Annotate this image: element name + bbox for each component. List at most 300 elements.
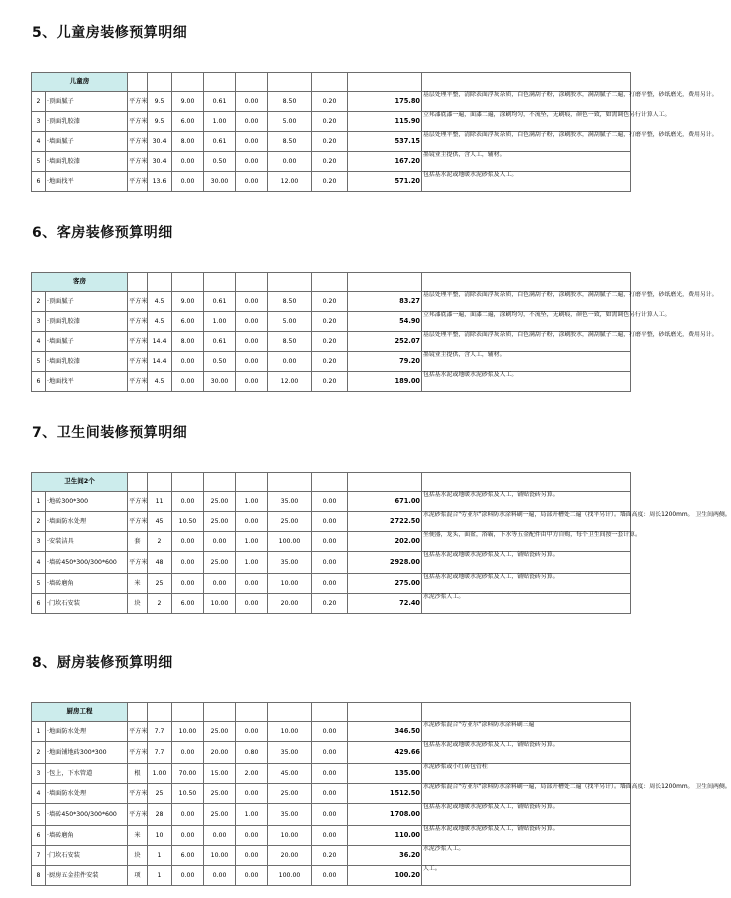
price-cell: 0.20 bbox=[312, 846, 348, 866]
section-title: 5、儿童房装修预算明细 bbox=[32, 25, 188, 41]
note-cell: 水泥砂浆混合"劳亚尔"涂料防水涂料刷一遍，局部开槽处二遍（找平另计）。墙面高度：周长1200mm。 卫生间两侧。 bbox=[422, 512, 631, 532]
header-empty-cell bbox=[348, 273, 422, 292]
price-cell: 0.20 bbox=[312, 332, 348, 352]
price-cell: 0.20 bbox=[312, 132, 348, 152]
quantity-cell: 13.6 bbox=[148, 172, 172, 192]
total-cell: 110.00 bbox=[348, 826, 422, 846]
header-empty-cell bbox=[422, 73, 631, 92]
table-row bbox=[32, 764, 631, 784]
price-cell: 35.00 bbox=[268, 552, 312, 574]
note-cell: 人工。 bbox=[422, 866, 631, 886]
price-cell: 0.00 bbox=[236, 574, 268, 594]
header-empty-cell bbox=[204, 473, 236, 492]
row-number-cell: 5 bbox=[32, 804, 46, 826]
price-cell: 0.20 bbox=[312, 172, 348, 192]
note-cell: 墨镜业主提供，含人工，辅材。 bbox=[422, 152, 631, 172]
price-cell: 0.00 bbox=[236, 152, 268, 172]
total-cell: 135.00 bbox=[348, 764, 422, 784]
price-cell: 8.50 bbox=[268, 292, 312, 312]
unit-cell: 米 bbox=[128, 826, 148, 846]
price-cell: 0.00 bbox=[312, 492, 348, 512]
note-cell: 包括基水泥或地暖水泥砂浆及人工，铺贴瓷砖另算。 bbox=[422, 742, 631, 764]
price-cell: 70.00 bbox=[172, 764, 204, 784]
price-cell: 100.00 bbox=[268, 532, 312, 552]
room-header-cell: 卫生间2个 bbox=[32, 473, 128, 492]
total-cell: 2722.50 bbox=[348, 512, 422, 532]
item-name-cell: ·地面铺地砖300*300 bbox=[46, 742, 128, 764]
row-number-cell: 8 bbox=[32, 866, 46, 886]
price-cell: 0.50 bbox=[204, 152, 236, 172]
price-cell: 0.00 bbox=[172, 742, 204, 764]
item-name-cell: ·门坎石安装 bbox=[46, 846, 128, 866]
total-cell: 54.90 bbox=[348, 312, 422, 332]
row-number-cell: 1 bbox=[32, 722, 46, 742]
header-empty-cell bbox=[268, 473, 312, 492]
unit-cell: 平方米 bbox=[128, 352, 148, 372]
total-cell: 2928.00 bbox=[348, 552, 422, 574]
price-cell: 12.00 bbox=[268, 372, 312, 392]
item-name-cell: ·墙砖450*300/300*600 bbox=[46, 552, 128, 574]
total-cell: 1708.00 bbox=[348, 804, 422, 826]
table-row bbox=[32, 804, 631, 826]
budget-table bbox=[31, 472, 731, 614]
header-empty-cell bbox=[312, 473, 348, 492]
price-cell: 8.50 bbox=[268, 132, 312, 152]
price-cell: 25.00 bbox=[204, 492, 236, 512]
quantity-cell: 2 bbox=[148, 594, 172, 614]
item-name-cell: ·包上，下水管道 bbox=[46, 764, 128, 784]
price-cell: 0.00 bbox=[172, 372, 204, 392]
budget-table bbox=[31, 702, 731, 886]
table-row bbox=[32, 552, 631, 574]
quantity-cell: 4.5 bbox=[148, 292, 172, 312]
note-cell: 水泥沙浆人工。 bbox=[422, 594, 631, 614]
quantity-cell: 48 bbox=[148, 552, 172, 574]
price-cell: 0.20 bbox=[312, 292, 348, 312]
row-number-cell: 2 bbox=[32, 742, 46, 764]
price-cell: 0.00 bbox=[236, 352, 268, 372]
price-cell: 8.00 bbox=[172, 332, 204, 352]
row-number-cell: 4 bbox=[32, 784, 46, 804]
quantity-cell: 30.4 bbox=[148, 132, 172, 152]
item-name-cell: ·厨房五金挂件安装 bbox=[46, 866, 128, 886]
price-cell: 0.00 bbox=[312, 742, 348, 764]
quantity-cell: 28 bbox=[148, 804, 172, 826]
quantity-cell: 10 bbox=[148, 826, 172, 846]
unit-cell: 平方米 bbox=[128, 722, 148, 742]
header-empty-cell bbox=[268, 273, 312, 292]
table-row bbox=[32, 846, 631, 866]
unit-cell: 平方米 bbox=[128, 132, 148, 152]
quantity-cell: 4.5 bbox=[148, 372, 172, 392]
price-cell: 10.00 bbox=[204, 846, 236, 866]
total-cell: 175.80 bbox=[348, 92, 422, 112]
section-title: 6、客房装修预算明细 bbox=[32, 225, 173, 241]
total-cell: 671.00 bbox=[348, 492, 422, 512]
total-cell: 537.15 bbox=[348, 132, 422, 152]
price-cell: 8.50 bbox=[268, 332, 312, 352]
table-row bbox=[32, 352, 631, 372]
total-cell: 202.00 bbox=[348, 532, 422, 552]
unit-cell: 平方米 bbox=[128, 552, 148, 574]
unit-cell: 平方米 bbox=[128, 742, 148, 764]
table-header-row bbox=[32, 703, 631, 722]
price-cell: 35.00 bbox=[268, 804, 312, 826]
table-row bbox=[32, 312, 631, 332]
quantity-cell: 11 bbox=[148, 492, 172, 512]
price-cell: 0.50 bbox=[204, 352, 236, 372]
table-row bbox=[32, 132, 631, 152]
row-number-cell: 5 bbox=[32, 152, 46, 172]
header-empty-cell bbox=[268, 73, 312, 92]
price-cell: 8.50 bbox=[268, 92, 312, 112]
quantity-cell: 14.4 bbox=[148, 352, 172, 372]
table-row bbox=[32, 372, 631, 392]
quantity-cell: 4.5 bbox=[148, 312, 172, 332]
row-number-cell: 6 bbox=[32, 172, 46, 192]
note-cell: 水泥砂浆或小红砖包管柱 bbox=[422, 764, 631, 784]
price-cell: 6.00 bbox=[172, 846, 204, 866]
row-number-cell: 6 bbox=[32, 594, 46, 614]
item-name-cell: ·墙面防水处理 bbox=[46, 512, 128, 532]
item-name-cell: ·墙面乳胶漆 bbox=[46, 352, 128, 372]
header-empty-cell bbox=[172, 703, 204, 722]
table-row bbox=[32, 574, 631, 594]
header-empty-cell bbox=[236, 73, 268, 92]
unit-cell: 根 bbox=[128, 764, 148, 784]
quantity-cell: 9.5 bbox=[148, 92, 172, 112]
price-cell: 9.00 bbox=[172, 92, 204, 112]
price-cell: 0.00 bbox=[312, 866, 348, 886]
price-cell: 12.00 bbox=[268, 172, 312, 192]
total-cell: 189.00 bbox=[348, 372, 422, 392]
price-cell: 35.00 bbox=[268, 492, 312, 512]
unit-cell: 平方米 bbox=[128, 784, 148, 804]
quantity-cell: 25 bbox=[148, 784, 172, 804]
row-number-cell: 4 bbox=[32, 132, 46, 152]
note-cell: 包括基水泥或地暖水泥砂浆及人工，铺贴瓷砖另算。 bbox=[422, 574, 631, 594]
row-number-cell: 2 bbox=[32, 292, 46, 312]
price-cell: 100.00 bbox=[268, 866, 312, 886]
header-empty-cell bbox=[128, 273, 148, 292]
budget-table bbox=[31, 272, 718, 392]
quantity-cell: 7.7 bbox=[148, 742, 172, 764]
note-cell: 包括基水泥或地暖水泥砂浆及人工，铺贴瓷砖另算。 bbox=[422, 492, 631, 512]
item-name-cell: ·安装洁具 bbox=[46, 532, 128, 552]
price-cell: 0.00 bbox=[172, 532, 204, 552]
price-cell: 0.00 bbox=[236, 866, 268, 886]
total-cell: 1512.50 bbox=[348, 784, 422, 804]
row-number-cell: 3 bbox=[32, 532, 46, 552]
total-cell: 429.66 bbox=[348, 742, 422, 764]
price-cell: 0.00 bbox=[236, 826, 268, 846]
price-cell: 6.00 bbox=[172, 112, 204, 132]
price-cell: 0.00 bbox=[236, 312, 268, 332]
price-cell: 0.00 bbox=[312, 784, 348, 804]
row-number-cell: 5 bbox=[32, 352, 46, 372]
price-cell: 6.00 bbox=[172, 312, 204, 332]
header-empty-cell bbox=[128, 73, 148, 92]
price-cell: 0.00 bbox=[172, 866, 204, 886]
total-cell: 79.20 bbox=[348, 352, 422, 372]
note-cell: 基层处理平整，清除表面浮灰杂质，白色满刮子粉，涂刷胶水，满刮腻子二遍，打磨平整，砂纸磨光，费用另计。 bbox=[422, 332, 631, 352]
price-cell: 0.00 bbox=[236, 722, 268, 742]
row-number-cell: 3 bbox=[32, 764, 46, 784]
header-empty-cell bbox=[172, 473, 204, 492]
item-name-cell: ·墙砖磨角 bbox=[46, 574, 128, 594]
header-empty-cell bbox=[236, 473, 268, 492]
price-cell: 1.00 bbox=[236, 552, 268, 574]
header-empty-cell bbox=[236, 703, 268, 722]
item-name-cell: ·墙砖450*300/300*600 bbox=[46, 804, 128, 826]
table-row bbox=[32, 722, 631, 742]
total-cell: 346.50 bbox=[348, 722, 422, 742]
price-cell: 1.00 bbox=[236, 532, 268, 552]
unit-cell: 平方米 bbox=[128, 512, 148, 532]
header-empty-cell bbox=[128, 703, 148, 722]
table-row bbox=[32, 594, 631, 614]
row-number-cell: 2 bbox=[32, 92, 46, 112]
header-empty-cell bbox=[172, 73, 204, 92]
note-cell: 水泥沙浆人工。 bbox=[422, 846, 631, 866]
unit-cell: 平方米 bbox=[128, 372, 148, 392]
table-row bbox=[32, 172, 631, 192]
price-cell: 1.00 bbox=[204, 312, 236, 332]
section-title: 8、厨房装修预算明细 bbox=[32, 655, 173, 671]
table-row bbox=[32, 866, 631, 886]
item-name-cell: ·墙面腻子 bbox=[46, 332, 128, 352]
price-cell: 20.00 bbox=[268, 846, 312, 866]
header-empty-cell bbox=[312, 703, 348, 722]
price-cell: 0.00 bbox=[312, 826, 348, 846]
header-empty-cell bbox=[128, 473, 148, 492]
header-empty-cell bbox=[172, 273, 204, 292]
price-cell: 0.00 bbox=[204, 826, 236, 846]
price-cell: 0.20 bbox=[312, 372, 348, 392]
price-cell: 0.20 bbox=[312, 152, 348, 172]
quantity-cell: 30.4 bbox=[148, 152, 172, 172]
price-cell: 25.00 bbox=[204, 552, 236, 574]
quantity-cell: 1.00 bbox=[148, 764, 172, 784]
note-cell: 包括基水泥或地暖水泥砂浆及人工。 bbox=[422, 372, 631, 392]
item-name-cell: ·地面找平 bbox=[46, 372, 128, 392]
price-cell: 25.00 bbox=[204, 512, 236, 532]
header-empty-cell bbox=[204, 703, 236, 722]
total-cell: 83.27 bbox=[348, 292, 422, 312]
price-cell: 0.00 bbox=[312, 722, 348, 742]
price-cell: 35.00 bbox=[268, 742, 312, 764]
row-number-cell: 2 bbox=[32, 512, 46, 532]
price-cell: 0.00 bbox=[236, 292, 268, 312]
header-empty-cell bbox=[422, 703, 631, 722]
price-cell: 10.00 bbox=[268, 574, 312, 594]
quantity-cell: 14.4 bbox=[148, 332, 172, 352]
header-empty-cell bbox=[148, 473, 172, 492]
price-cell: 0.00 bbox=[312, 532, 348, 552]
note-cell: 包括基水泥或地暖水泥砂浆及人工，铺贴瓷砖另算。 bbox=[422, 804, 631, 826]
header-empty-cell bbox=[148, 73, 172, 92]
table-header-row bbox=[32, 273, 631, 292]
price-cell: 10.00 bbox=[268, 722, 312, 742]
price-cell: 0.00 bbox=[172, 352, 204, 372]
unit-cell: 套 bbox=[128, 532, 148, 552]
item-name-cell: ·墙面腻子 bbox=[46, 132, 128, 152]
price-cell: 0.00 bbox=[236, 172, 268, 192]
price-cell: 8.00 bbox=[172, 132, 204, 152]
row-number-cell: 4 bbox=[32, 552, 46, 574]
price-cell: 0.20 bbox=[312, 312, 348, 332]
quantity-cell: 9.5 bbox=[148, 112, 172, 132]
row-number-cell: 7 bbox=[32, 846, 46, 866]
header-empty-cell bbox=[236, 273, 268, 292]
item-name-cell: ·顶面腻子 bbox=[46, 92, 128, 112]
price-cell: 0.00 bbox=[172, 172, 204, 192]
unit-cell: 块 bbox=[128, 846, 148, 866]
table-header-row bbox=[32, 473, 631, 492]
unit-cell: 平方米 bbox=[128, 92, 148, 112]
price-cell: 0.00 bbox=[204, 866, 236, 886]
total-cell: 275.00 bbox=[348, 574, 422, 594]
table-row bbox=[32, 152, 631, 172]
price-cell: 5.00 bbox=[268, 112, 312, 132]
room-header-cell: 厨房工程 bbox=[32, 703, 128, 722]
price-cell: 0.00 bbox=[236, 512, 268, 532]
header-empty-cell bbox=[148, 273, 172, 292]
table-row bbox=[32, 112, 631, 132]
price-cell: 15.00 bbox=[204, 764, 236, 784]
price-cell: 0.00 bbox=[236, 332, 268, 352]
price-cell: 0.20 bbox=[312, 112, 348, 132]
table-row bbox=[32, 92, 631, 112]
header-empty-cell bbox=[204, 73, 236, 92]
note-cell: 包括基水泥或地暖水泥砂浆及人工。 bbox=[422, 172, 631, 192]
row-number-cell: 6 bbox=[32, 372, 46, 392]
header-empty-cell bbox=[348, 73, 422, 92]
unit-cell: 平方米 bbox=[128, 152, 148, 172]
table-row bbox=[32, 742, 631, 764]
quantity-cell: 45 bbox=[148, 512, 172, 532]
header-empty-cell bbox=[268, 703, 312, 722]
unit-cell: 平方米 bbox=[128, 804, 148, 826]
price-cell: 1.00 bbox=[236, 804, 268, 826]
row-number-cell: 3 bbox=[32, 312, 46, 332]
price-cell: 0.00 bbox=[204, 532, 236, 552]
total-cell: 72.40 bbox=[348, 594, 422, 614]
price-cell: 0.00 bbox=[172, 152, 204, 172]
price-cell: 25.00 bbox=[268, 784, 312, 804]
price-cell: 0.61 bbox=[204, 292, 236, 312]
price-cell: 0.00 bbox=[312, 764, 348, 784]
price-cell: 0.61 bbox=[204, 332, 236, 352]
table-row bbox=[32, 532, 631, 552]
item-name-cell: ·门坎石安装 bbox=[46, 594, 128, 614]
table-row bbox=[32, 826, 631, 846]
note-cell: 立邦漆底漆一遍，面漆二遍，涂刷均匀，不流坠，无刷痕，颜色一致，如需调色另行计算人工。 bbox=[422, 312, 631, 332]
price-cell: 20.00 bbox=[268, 594, 312, 614]
unit-cell: 平方米 bbox=[128, 492, 148, 512]
row-number-cell: 4 bbox=[32, 332, 46, 352]
item-name-cell: ·地面找平 bbox=[46, 172, 128, 192]
price-cell: 0.00 bbox=[236, 372, 268, 392]
section-title: 7、卫生间装修预算明细 bbox=[32, 425, 188, 441]
total-cell: 100.20 bbox=[348, 866, 422, 886]
price-cell: 25.00 bbox=[204, 804, 236, 826]
table-row bbox=[32, 784, 631, 804]
price-cell: 0.00 bbox=[236, 112, 268, 132]
price-cell: 30.00 bbox=[204, 372, 236, 392]
unit-cell: 块 bbox=[128, 594, 148, 614]
price-cell: 0.00 bbox=[312, 512, 348, 532]
price-cell: 9.00 bbox=[172, 292, 204, 312]
header-empty-cell bbox=[204, 273, 236, 292]
header-empty-cell bbox=[422, 273, 631, 292]
row-number-cell: 5 bbox=[32, 574, 46, 594]
price-cell: 0.80 bbox=[236, 742, 268, 764]
quantity-cell: 1 bbox=[148, 866, 172, 886]
price-cell: 0.00 bbox=[172, 552, 204, 574]
table-header-row bbox=[32, 73, 631, 92]
total-cell: 252.07 bbox=[348, 332, 422, 352]
price-cell: 0.00 bbox=[236, 132, 268, 152]
budget-table bbox=[31, 72, 718, 192]
price-cell: 0.00 bbox=[268, 352, 312, 372]
price-cell: 25.00 bbox=[204, 722, 236, 742]
table-row bbox=[32, 292, 631, 312]
header-empty-cell bbox=[148, 703, 172, 722]
total-cell: 571.20 bbox=[348, 172, 422, 192]
row-number-cell: 6 bbox=[32, 826, 46, 846]
item-name-cell: ·墙砖磨角 bbox=[46, 826, 128, 846]
quantity-cell: 2 bbox=[148, 532, 172, 552]
note-cell: 基层处理平整，清除表面浮灰杂质，白色满刮子粉，涂刷胶水，满刮腻子二遍，打磨平整，砂纸磨光，费用另计。 bbox=[422, 92, 631, 112]
price-cell: 10.00 bbox=[268, 826, 312, 846]
unit-cell: 平方米 bbox=[128, 172, 148, 192]
quantity-cell: 1 bbox=[148, 846, 172, 866]
room-header-cell: 客房 bbox=[32, 273, 128, 292]
price-cell: 0.00 bbox=[172, 826, 204, 846]
header-empty-cell bbox=[312, 73, 348, 92]
price-cell: 0.00 bbox=[312, 574, 348, 594]
price-cell: 20.00 bbox=[204, 742, 236, 764]
price-cell: 0.00 bbox=[268, 152, 312, 172]
price-cell: 10.50 bbox=[172, 512, 204, 532]
unit-cell: 米 bbox=[128, 574, 148, 594]
price-cell: 2.00 bbox=[236, 764, 268, 784]
price-cell: 25.00 bbox=[268, 512, 312, 532]
note-cell: 水泥砂浆混合"劳亚尔"涂料防水涂料刷一遍，局部开槽处二遍（找平另计）。墙面高度：周长1200mm。 卫生间两侧。 bbox=[422, 784, 631, 804]
price-cell: 0.20 bbox=[312, 594, 348, 614]
price-cell: 0.61 bbox=[204, 92, 236, 112]
unit-cell: 平方米 bbox=[128, 292, 148, 312]
price-cell: 10.00 bbox=[172, 722, 204, 742]
unit-cell: 平方米 bbox=[128, 312, 148, 332]
note-cell: 基层处理平整，清除表面浮灰杂质，白色满刮子粉，涂刷胶水，满刮腻子二遍，打磨平整，砂纸磨光，费用另计。 bbox=[422, 132, 631, 152]
note-cell: 基层处理平整，清除表面浮灰杂质，白色满刮子粉，涂刷胶水，满刮腻子二遍，打磨平整，砂纸磨光，费用另计。 bbox=[422, 292, 631, 312]
table-row bbox=[32, 512, 631, 532]
note-cell: 墨镜业主提供，含人工，辅材。 bbox=[422, 352, 631, 372]
price-cell: 0.00 bbox=[312, 552, 348, 574]
price-cell: 0.20 bbox=[312, 352, 348, 372]
price-cell: 1.00 bbox=[204, 112, 236, 132]
unit-cell: 平方米 bbox=[128, 332, 148, 352]
price-cell: 0.00 bbox=[172, 804, 204, 826]
price-cell: 10.50 bbox=[172, 784, 204, 804]
header-empty-cell bbox=[348, 703, 422, 722]
quantity-cell: 7.7 bbox=[148, 722, 172, 742]
price-cell: 5.00 bbox=[268, 312, 312, 332]
item-name-cell: ·地面防水处理 bbox=[46, 722, 128, 742]
quantity-cell: 25 bbox=[148, 574, 172, 594]
